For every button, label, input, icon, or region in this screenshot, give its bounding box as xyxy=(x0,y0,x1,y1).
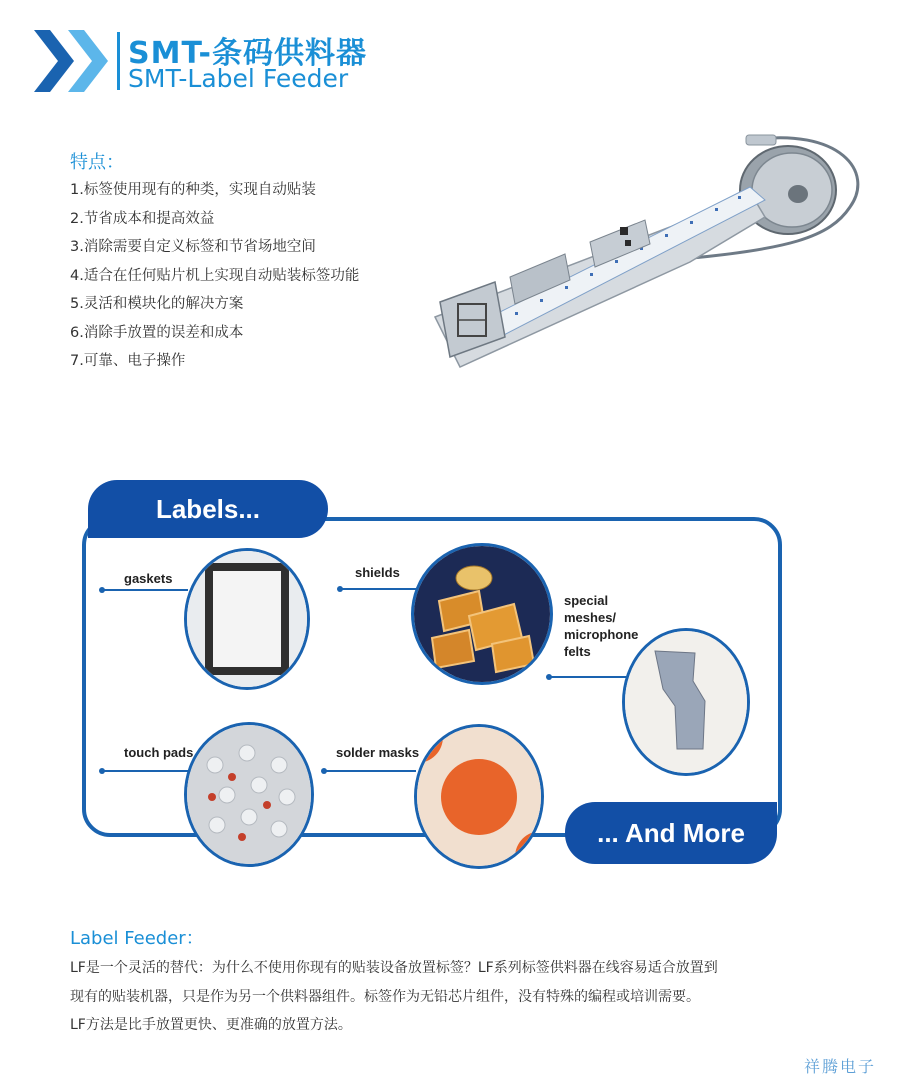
solder-masks-image xyxy=(414,724,544,869)
feature-item: 1.标签使用现有的种类，实现自动贴装 xyxy=(70,182,316,198)
label-feeder-heading: Label Feeder： xyxy=(70,928,204,949)
label-feeder-product-image xyxy=(420,132,870,382)
description-line: LF是一个灵活的替代：为什么不使用你现有的贴装设备放置标签？LF系列标签供料器在线容易适合放置到 xyxy=(70,960,718,976)
and-more-pill: ... And More xyxy=(565,802,777,864)
label-feeder-description xyxy=(70,954,830,1040)
shields-image xyxy=(411,543,553,685)
special-label-line: meshes/ xyxy=(564,610,617,625)
meshes-image xyxy=(622,628,750,776)
shields-label: shields xyxy=(355,565,400,580)
feature-item: 5.灵活和模块化的解决方案 xyxy=(70,296,244,312)
leader-line xyxy=(100,589,188,591)
feature-item: 2.节省成本和提高效益 xyxy=(70,210,215,227)
title-divider xyxy=(117,32,120,90)
gaskets-label: gaskets xyxy=(124,571,173,586)
special-label-line: microphone xyxy=(564,627,639,642)
leader-line xyxy=(340,588,416,590)
labels-header-pill: Labels... xyxy=(88,480,328,538)
solder-masks-label: solder masks xyxy=(336,745,420,760)
feature-item: 4.适合在任何贴片机上实现自动贴装标签功能 xyxy=(70,267,360,284)
features-heading: 特点： xyxy=(70,152,124,173)
touch-pads-image xyxy=(184,722,314,867)
feature-item: 7.可靠、电子操作 xyxy=(70,353,186,369)
page-subtitle: SMT-Label Feeder xyxy=(128,64,349,93)
special-meshes-label xyxy=(564,592,638,660)
gaskets-image xyxy=(184,548,310,690)
leader-line xyxy=(340,834,416,836)
leader-line xyxy=(324,770,416,772)
feature-item: 6.消除手放置的误差和成本 xyxy=(70,324,244,341)
description-line: LF方法是比手放置更快、更准确的放置方法。 xyxy=(70,1017,352,1033)
page-title: SMT-条码供料器 xyxy=(128,36,367,71)
leader-line xyxy=(100,770,188,772)
description-line: 现有的贴装机器，只是作为另一个供料器组件。标签作为无铅芯片组件，没有特殊的编程或培训需要。 xyxy=(70,988,700,1005)
touch-pads-label: touch pads xyxy=(124,745,194,760)
watermark: 祥腾电子 xyxy=(804,1057,877,1076)
features-list xyxy=(70,180,359,380)
special-label-line: felts xyxy=(564,644,591,659)
special-label-line: special xyxy=(564,593,609,608)
feature-item: 3.消除需要自定义标签和节省场地空间 xyxy=(70,239,316,255)
chevron-logo-icon xyxy=(68,30,108,92)
leader-line xyxy=(549,676,629,678)
